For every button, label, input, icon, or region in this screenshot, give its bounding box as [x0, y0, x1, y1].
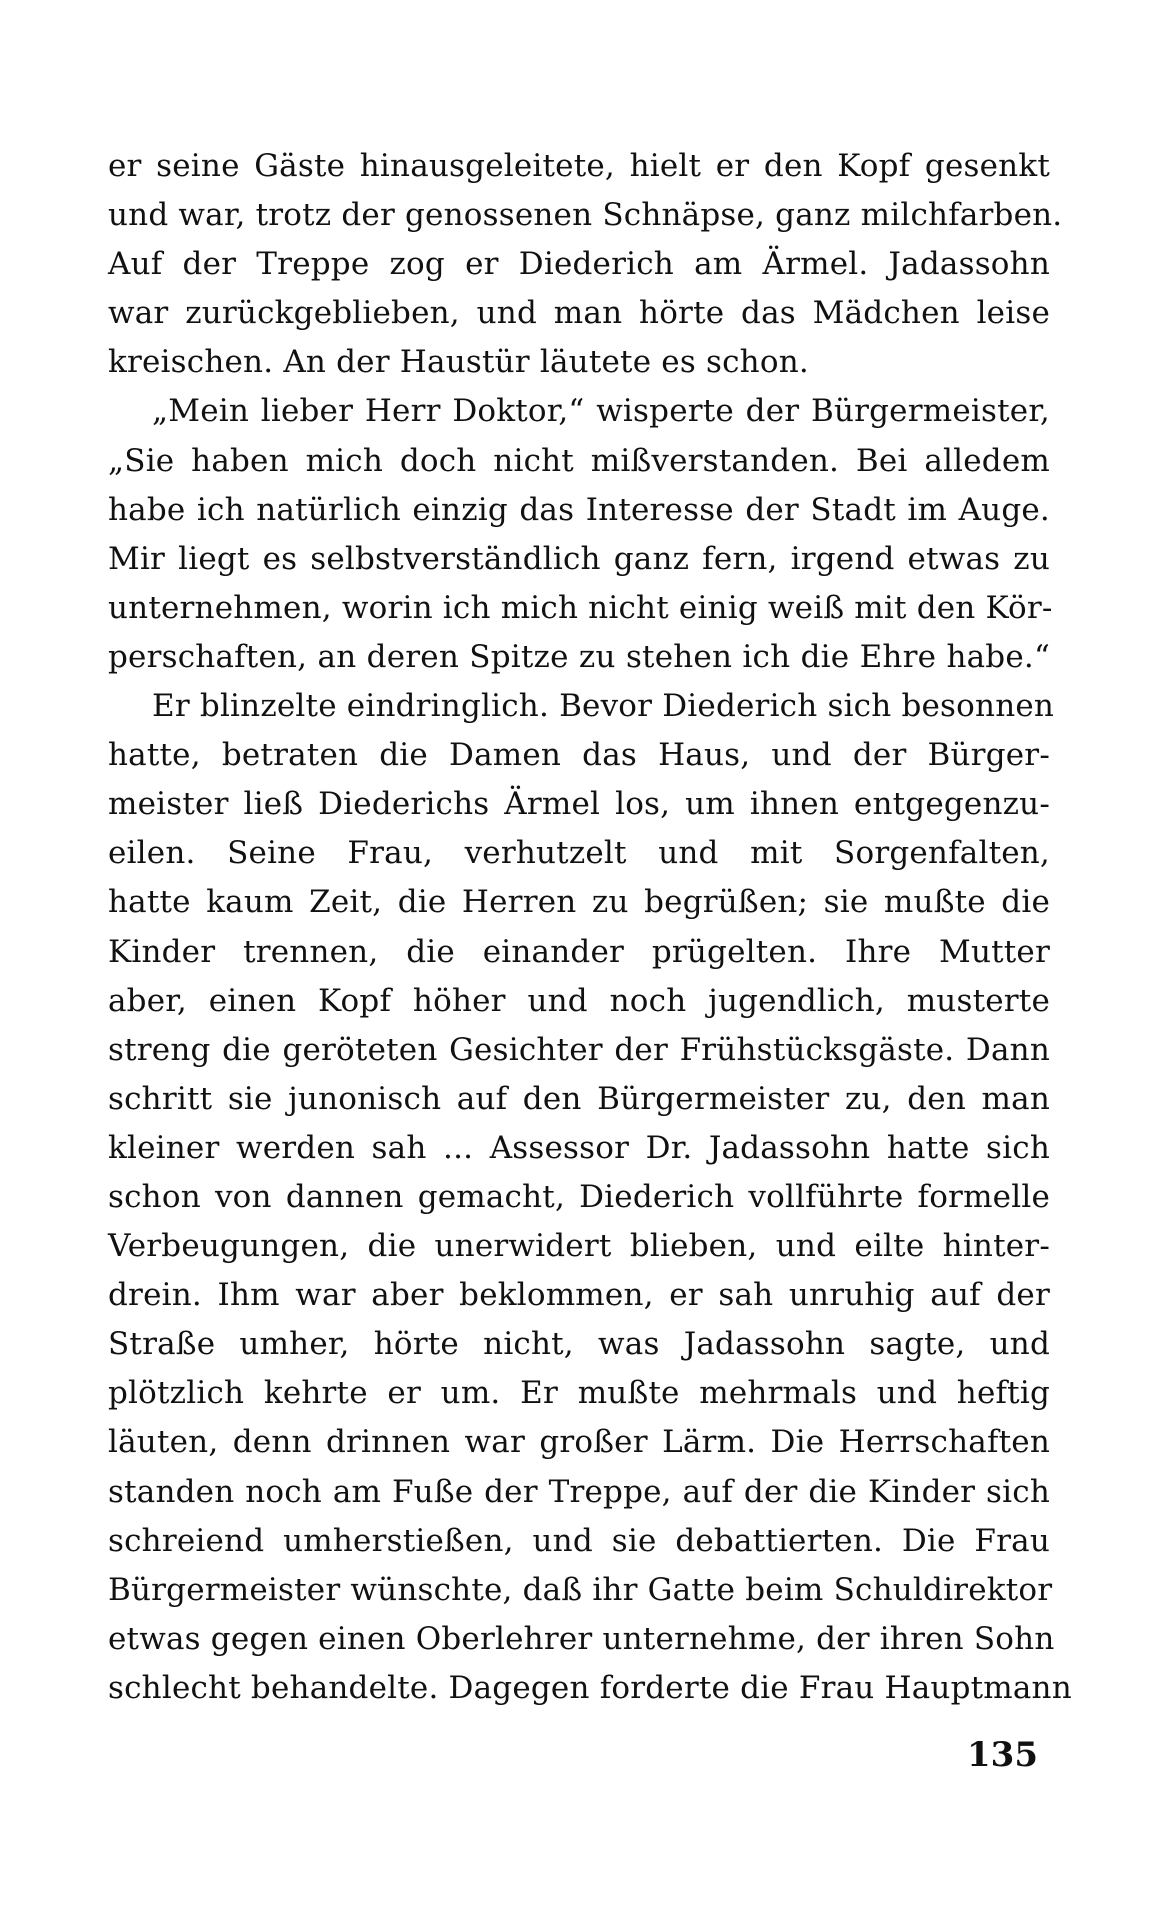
text-line: schon von dannen gemacht, Diederich vollführte formelle: [108, 1178, 1050, 1215]
text-line: schritt sie junonisch auf den Bürgermeister zu, den man: [108, 1080, 1050, 1117]
text-line: Auf der Treppe zog er Diederich am Ärmel. Jadassohn: [108, 246, 1050, 283]
page-number: 135: [967, 1735, 1038, 1775]
text-line: hatte, betraten die Damen das Haus, und der Bürger-: [108, 737, 1050, 774]
text-line: er seine Gäste hinausgeleitete, hielt er den Kopf gesenkt: [108, 148, 1050, 184]
text-line: etwas gegen einen Oberlehrer unternehme, der ihren Sohn: [108, 1620, 1055, 1657]
text-line: hatte kaum Zeit, die Herren zu begrüßen; sie mußte die: [108, 884, 1050, 921]
text-line: läuten, denn drinnen war großer Lärm. Die Herrschaften: [108, 1424, 1050, 1461]
text-line: „Mein lieber Herr Doktor,“ wisperte der Bürgermeister,: [152, 393, 1050, 430]
text-line: eilen. Seine Frau, verhutzelt und mit Sorgenfalten,: [108, 835, 1050, 872]
text-line: Er blinzelte eindringlich. Bevor Diederich sich besonnen: [152, 688, 1055, 725]
text-line: Straße umher, hörte nicht, was Jadassohn sagte, und: [108, 1326, 1050, 1363]
text-line: meister ließ Diederichs Ärmel los, um ihnen entgegenzu-: [108, 786, 1050, 823]
text-line: Bürgermeister wünschte, daß ihr Gatte beim Schuldirektor: [108, 1571, 1053, 1608]
text-line: kleiner werden sah ... Assessor Dr. Jadassohn hatte sich: [108, 1129, 1050, 1166]
text-line: Verbeugungen, die unerwidert blieben, und eilte hinter-: [108, 1228, 1050, 1265]
text-line: aber, einen Kopf höher und noch jugendlich, musterte: [108, 982, 1050, 1019]
text-line: schlecht behandelte. Dagegen forderte die Frau Hauptmann: [108, 1669, 1072, 1706]
text-line: streng die geröteten Gesichter der Frühstücksgäste. Dann: [108, 1031, 1050, 1068]
text-line: und war, trotz der genossenen Schnäpse, ganz milchfarben.: [108, 197, 1063, 234]
text-line: schreiend umherstießen, und sie debattierten. Die Frau: [108, 1522, 1050, 1559]
body-text: [108, 142, 1072, 1713]
text-line: „Sie haben mich doch nicht mißverstanden. Bei alledem: [108, 442, 1050, 479]
text-line: war zurückgeblieben, und man hörte das Mädchen leise: [108, 295, 1050, 332]
text-line: kreischen. An der Haustür läutete es schon.: [108, 344, 809, 381]
text-line: Mir liegt es selbstverständlich ganz fern, irgend etwas zu: [108, 540, 1050, 577]
text-line: Kinder trennen, die einander prügelten. Ihre Mutter: [108, 933, 1050, 970]
text-line: habe ich natürlich einzig das Interesse der Stadt im Auge.: [108, 491, 1050, 528]
text-line: plötzlich kehrte er um. Er mußte mehrmals und heftig: [108, 1375, 1050, 1412]
text-line: perschaften, an deren Spitze zu stehen ich die Ehre habe.“: [108, 638, 1050, 675]
text-line: unternehmen, worin ich mich nicht einig weiß mit den Kör-: [108, 589, 1053, 626]
text-line: drein. Ihm war aber beklommen, er sah unruhig auf der: [108, 1277, 1050, 1314]
text-line: standen noch am Fuße der Treppe, auf der die Kinder sich: [108, 1473, 1050, 1510]
